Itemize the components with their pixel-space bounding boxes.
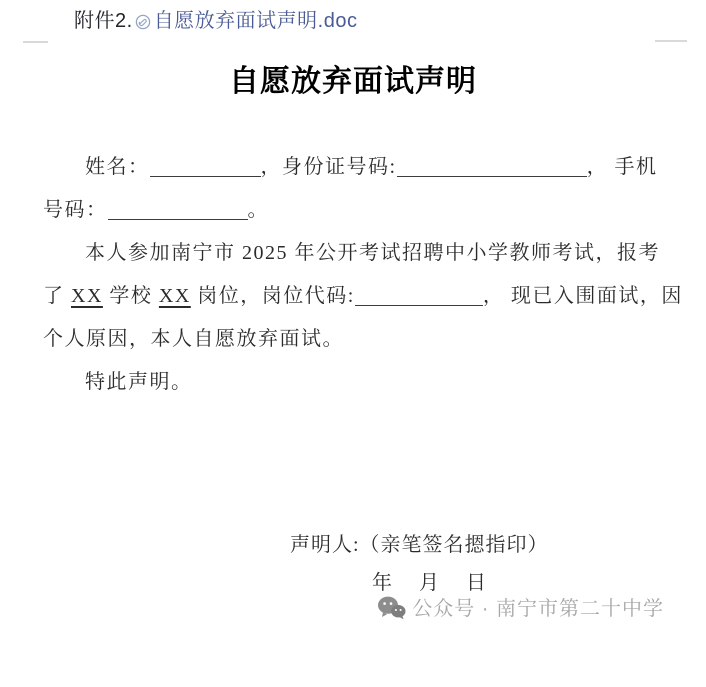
date-day: 日 — [466, 572, 486, 594]
body-line-phone — [43, 189, 666, 232]
attachment-doc-link[interactable]: 自愿放弃面试声明.doc — [153, 10, 358, 32]
school-placeholder: XX — [71, 285, 103, 307]
name-label: 姓名： — [85, 156, 150, 178]
date-month: 月 — [419, 572, 439, 594]
phone-label-start: ， 手机 — [586, 156, 658, 178]
para-line2-mid1: 学校 — [102, 285, 159, 307]
id-label: ，身份证号码: — [260, 156, 397, 178]
document-title: 自愿放弃面试声明 — [229, 65, 477, 98]
phone-blank-field — [108, 218, 248, 220]
post-placeholder: XX — [158, 285, 191, 307]
attachment-label: 附件2. — [74, 10, 133, 32]
phone-label-end: 号码： — [43, 199, 108, 221]
wechat-icon — [377, 596, 406, 620]
para-line2-tail: ， 现已入围面试，因 — [482, 285, 683, 307]
attachment-bar — [74, 8, 358, 34]
phone-period: 。 — [247, 199, 269, 221]
body-paragraph-line2 — [43, 275, 683, 318]
body-paragraph-line1: 本人参加南宁市 2025 年公开考试招聘中小学教师考试，报考 — [85, 242, 660, 264]
date-line — [372, 566, 486, 595]
body-closing: 特此声明。 — [85, 371, 193, 393]
date-year: 年 — [372, 572, 392, 594]
page-edge-mark-left — [23, 41, 48, 43]
id-blank-field — [397, 175, 587, 177]
name-blank-field — [150, 175, 261, 177]
para-line2-pre: 了 — [43, 285, 71, 307]
paperclip-icon — [135, 14, 151, 30]
document-body — [43, 146, 683, 404]
watermark-text: 公众号 · 南宁市第二十中学 — [412, 598, 664, 620]
watermark — [377, 592, 664, 621]
page-edge-mark-right — [655, 40, 687, 42]
body-line-name-id — [43, 146, 666, 189]
para-line2-mid2: 岗位，岗位代码: — [190, 285, 355, 307]
body-paragraph-line3: 个人原因，本人自愿放弃面试。 — [43, 328, 344, 350]
declarant-line: 声明人:（亲笔签名摁指印） — [290, 534, 549, 556]
job-code-blank-field — [355, 304, 483, 306]
